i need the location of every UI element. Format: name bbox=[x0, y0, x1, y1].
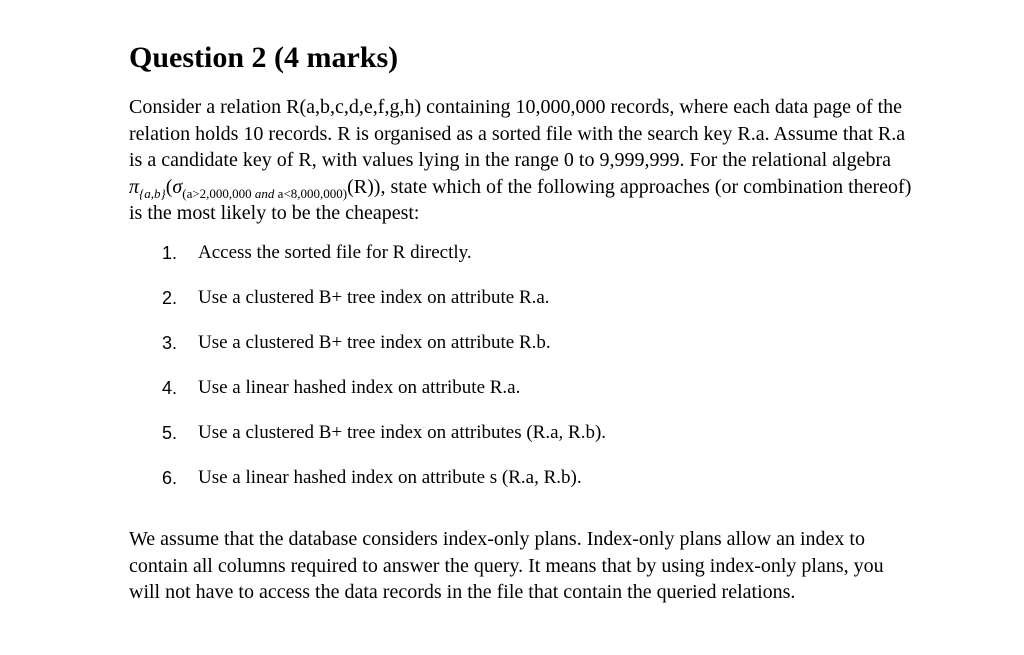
sigma-cond-1: (a>2,000,000 bbox=[182, 185, 252, 201]
expr-close-paren: )) bbox=[367, 175, 381, 198]
option-text: Use a clustered B+ tree index on attribute R.b. bbox=[198, 331, 551, 353]
list-item bbox=[129, 240, 919, 285]
list-item bbox=[129, 420, 919, 465]
option-text: Use a clustered B+ tree index on attribute R.a. bbox=[198, 286, 550, 308]
question-title: Question 2 (4 marks) bbox=[129, 41, 399, 74]
pi-subscript: {a,b} bbox=[139, 185, 166, 201]
option-text: Access the sorted file for R directly. bbox=[198, 241, 472, 263]
option-number: 6. bbox=[162, 467, 178, 488]
pi-symbol: π bbox=[129, 175, 140, 198]
expr-relation: (R bbox=[347, 175, 368, 198]
list-item bbox=[129, 375, 919, 420]
option-number: 1. bbox=[162, 242, 178, 263]
sigma-subscript bbox=[182, 186, 347, 201]
list-item bbox=[129, 330, 919, 375]
option-text: Use a linear hashed index on attribute s (R.a, R.b). bbox=[198, 466, 582, 488]
option-number: 3. bbox=[162, 332, 178, 353]
intro-text-part1: Consider a relation R(a,b,c,d,e,f,g,h) containing 10,000,000 records, where each data page of the relation holds 10 records. R is organised as a sorted file with the search key R.a. Assume that R.a is a candidate key of R, with values lying in the range 0 to 9,999,999. For the relational algebra bbox=[129, 96, 906, 171]
closing-paragraph: We assume that the database considers index-only plans. Index-only plans allow an index to contain all columns required to answer the query. It means that by using index-only plans, you will not have to access the data records in the file that contain the queried relations. bbox=[129, 528, 884, 603]
list-item bbox=[129, 285, 919, 330]
sigma-cond-2: a<8,000,000) bbox=[277, 185, 348, 201]
option-number: 2. bbox=[162, 287, 178, 308]
relational-algebra-expression bbox=[129, 175, 381, 201]
option-number: 4. bbox=[162, 377, 178, 398]
sigma-symbol: σ bbox=[172, 175, 183, 198]
options-list bbox=[129, 240, 919, 510]
intro-text-part2: , state which of the following approaches (or combination thereof) is the most likely to be the cheapest: bbox=[129, 175, 912, 224]
sigma-and: and bbox=[254, 185, 275, 201]
question-intro bbox=[129, 94, 919, 227]
option-text: Use a linear hashed index on attribute R.a. bbox=[198, 376, 521, 398]
list-item bbox=[129, 465, 919, 510]
question-document bbox=[129, 40, 919, 603]
option-number: 5. bbox=[162, 422, 178, 443]
expr-open-paren: ( bbox=[165, 175, 173, 198]
option-text: Use a clustered B+ tree index on attributes (R.a, R.b). bbox=[198, 421, 607, 443]
